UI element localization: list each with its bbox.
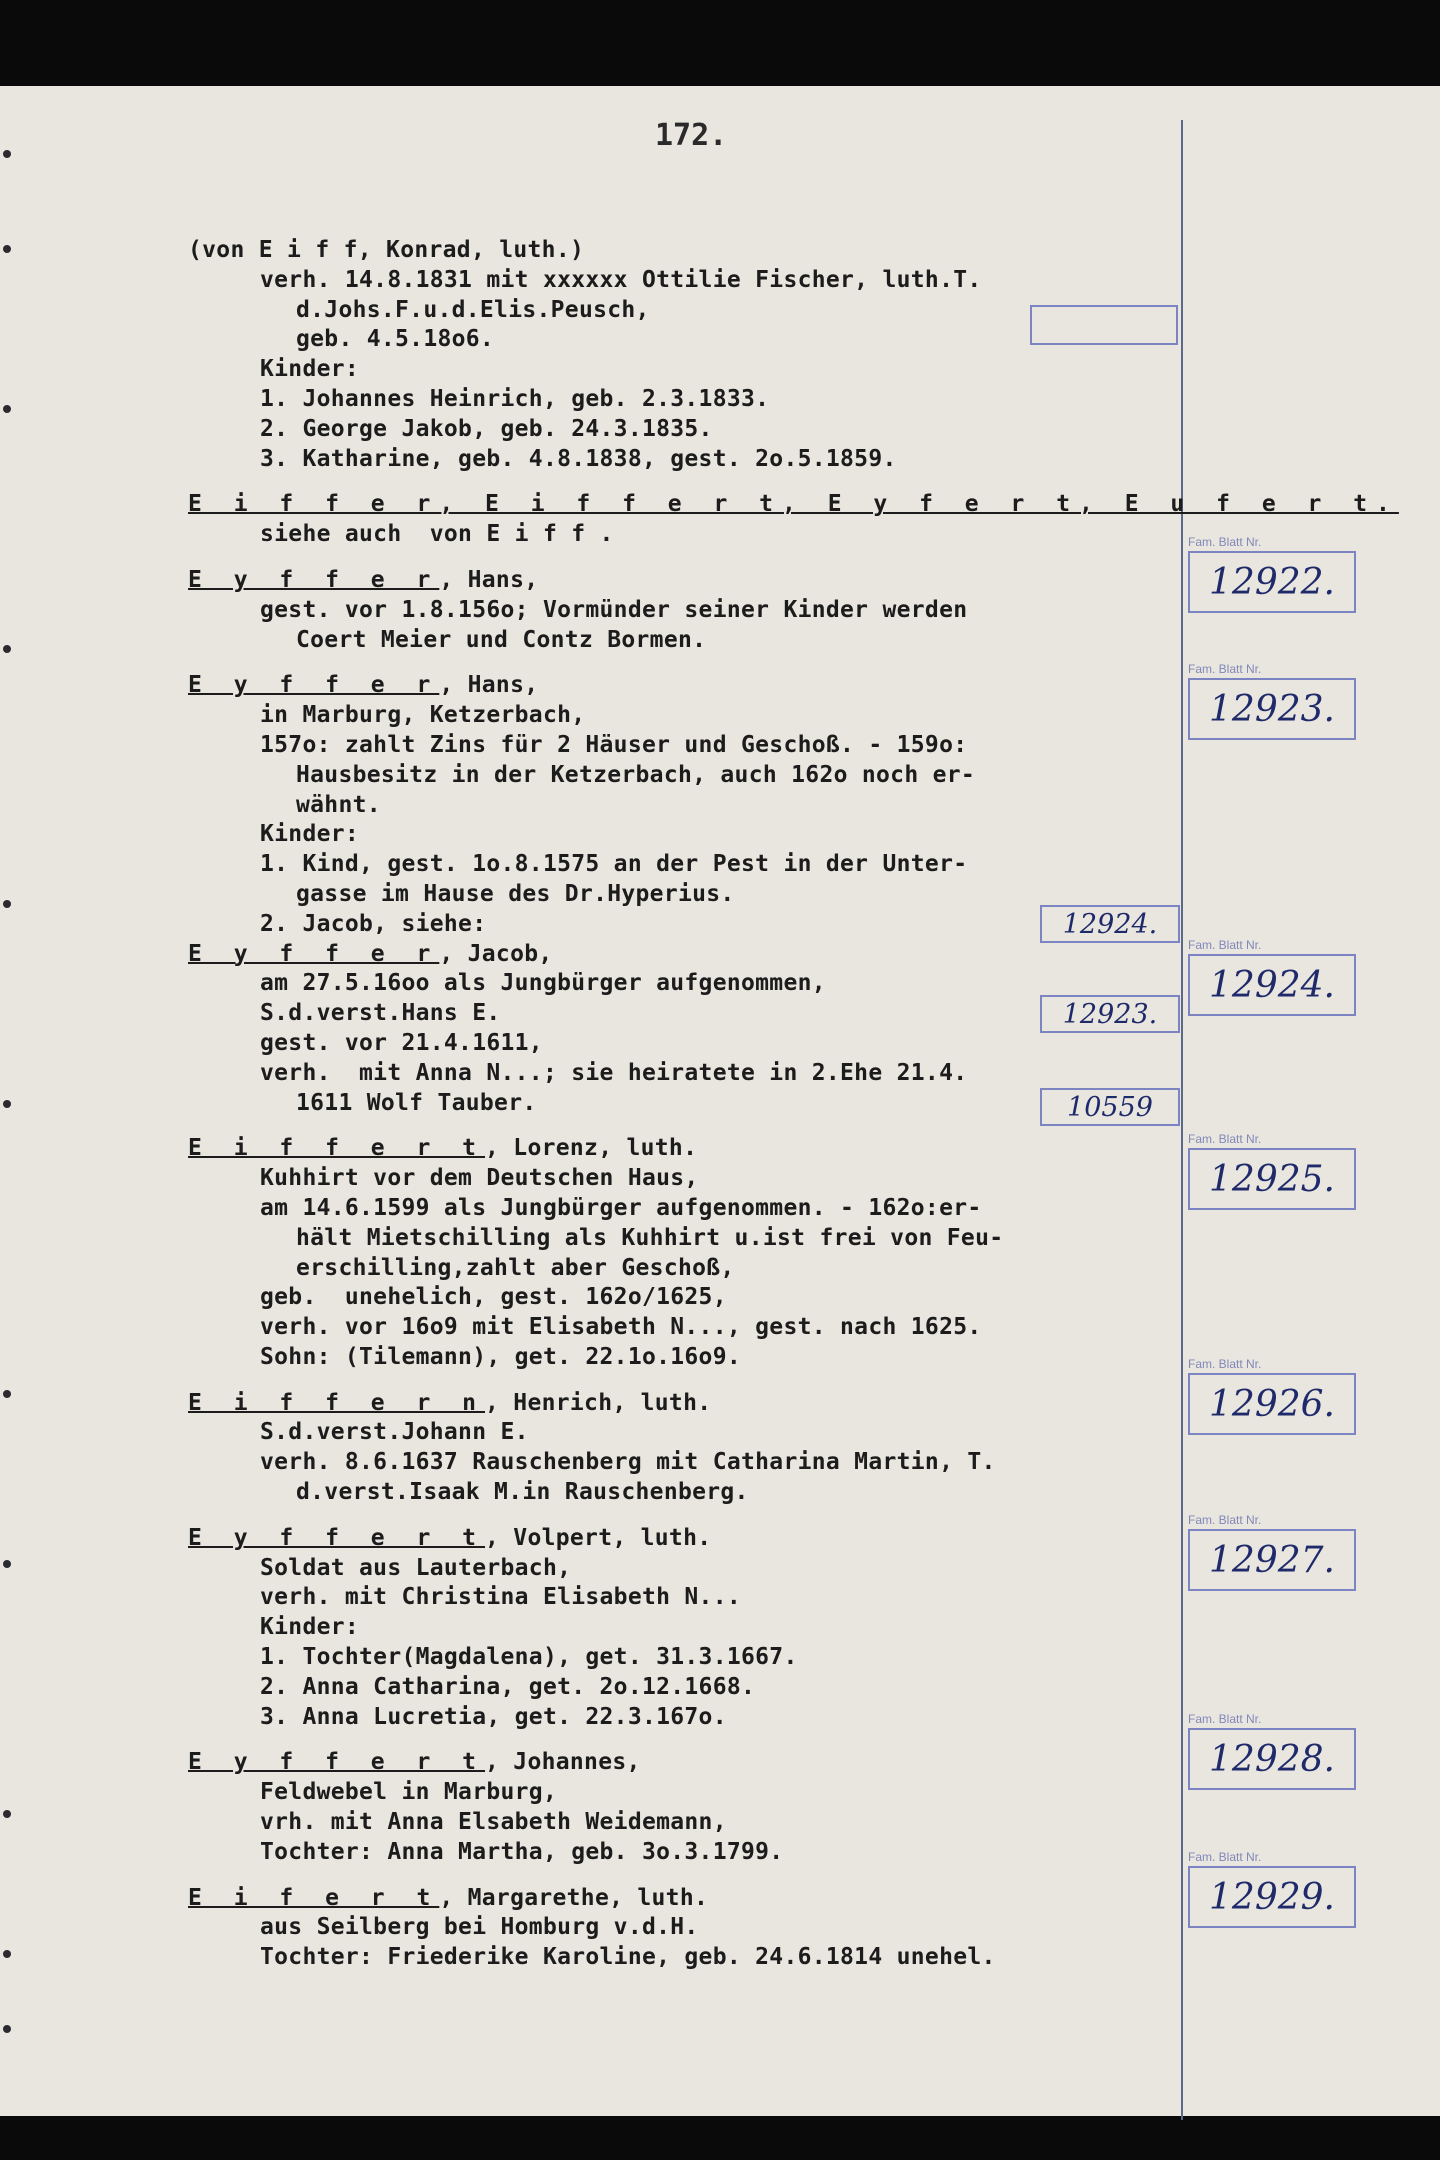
entry-line: Tochter: Anna Martha, geb. 3o.3.1799. (260, 1838, 784, 1865)
surname-heading: E y f f e r t (188, 1749, 486, 1776)
cross-reference-box: 12923. (1040, 995, 1180, 1033)
entry-line: Kuhhirt vor dem Deutschen Haus, (260, 1165, 699, 1192)
cross-reference-box: 12924. (1040, 905, 1180, 943)
family-sheet-stamp (1188, 1357, 1358, 1435)
family-sheet-number: 12923. (1188, 678, 1356, 740)
entry-line: siehe auch von E i f f . (260, 521, 614, 548)
punch-hole (3, 245, 11, 253)
stamp-label: Fam. Blatt Nr. (1188, 1357, 1262, 1371)
entry-line: verh. mit Christina Elisabeth N... (260, 1584, 742, 1611)
entry-line: S.d.verst.Johann E. (260, 1419, 529, 1446)
cross-reference-box: 10559 (1040, 1088, 1180, 1126)
family-sheet-stamp (1188, 535, 1358, 613)
punch-hole (3, 2025, 11, 2033)
stamp-label: Fam. Blatt Nr. (1188, 1850, 1262, 1864)
family-sheet-number: 12922. (1188, 551, 1356, 613)
entry-line: verh. 8.6.1637 Rauschenberg mit Catharina Martin, T. (260, 1449, 996, 1476)
entry-line: geb. 4.5.18o6. (296, 326, 495, 353)
punch-hole (3, 900, 11, 908)
entry-line: 1611 Wolf Tauber. (296, 1089, 537, 1116)
entry-line: erschilling,zahlt aber Geschoß, (296, 1254, 735, 1281)
entry-line: Kinder: (260, 356, 360, 383)
entry-line: S.d.verst.Hans E. (260, 1000, 501, 1027)
punch-hole (3, 1560, 11, 1568)
surname-heading: E i f f e r n (188, 1389, 486, 1416)
punch-hole (3, 1950, 11, 1958)
family-sheet-stamp (1188, 662, 1358, 740)
surname-heading: E y f f e r (188, 672, 440, 699)
entry-given-name: , Hans, (439, 672, 539, 699)
family-sheet-number: 12927. (1188, 1529, 1356, 1591)
entry-line: Coert Meier und Contz Bormen. (296, 626, 707, 653)
entry-line: Kinder: (260, 1614, 360, 1641)
entry-line: 1. Kind, gest. 1o.8.1575 an der Pest in der Unter- (260, 851, 968, 878)
entry-line: 1. Johannes Heinrich, geb. 2.3.1833. (260, 385, 770, 412)
family-sheet-stamp (1188, 1712, 1358, 1790)
surname-heading: E y f f e r (188, 566, 440, 593)
entry-line: gasse im Hause des Dr.Hyperius. (296, 880, 735, 907)
entry-line: Feldwebel in Marburg, (260, 1779, 558, 1806)
punch-hole (3, 1390, 11, 1398)
family-sheet-number: 12928. (1188, 1728, 1356, 1790)
entry-line: verh. vor 16o9 mit Elisabeth N..., gest. nach 1625. (260, 1314, 982, 1341)
stamp-label: Fam. Blatt Nr. (1188, 1132, 1262, 1146)
entry-line: vrh. mit Anna Elsabeth Weidemann, (260, 1809, 727, 1836)
entry-line: wähnt. (296, 791, 381, 818)
punch-hole (3, 645, 11, 653)
margin-rule (1181, 120, 1183, 2120)
entry-given-name: , Jacob, (439, 940, 553, 967)
entry-given-name: , Lorenz, luth. (485, 1135, 698, 1162)
entry-line: d.Johs.F.u.d.Elis.Peusch, (296, 296, 650, 323)
surname-heading: E i f f e r t (188, 1135, 486, 1162)
punch-hole (3, 405, 11, 413)
entry-line: 3. Katharine, geb. 4.8.1838, gest. 2o.5.1859. (260, 445, 897, 472)
entry-given-name: , Volpert, luth. (485, 1524, 712, 1551)
entry-line: verh. mit Anna N...; sie heiratete in 2.Ehe 21.4. (260, 1059, 968, 1086)
entry-line: aus Seilberg bei Homburg v.d.H. (260, 1914, 699, 1941)
entry-line: am 27.5.16oo als Jungbürger aufgenommen, (260, 970, 826, 997)
entry-line: 157o: zahlt Zins für 2 Häuser und Geschoß. - 159o: (260, 731, 968, 758)
stamp-label: Fam. Blatt Nr. (1188, 938, 1262, 952)
surname-heading: E i f f e r, E i f f e r t, E y f e r t, E u f e r t. (188, 491, 1399, 518)
entry-given-name: , Margarethe, luth. (439, 1884, 709, 1911)
family-sheet-number: 12925. (1188, 1148, 1356, 1210)
surname-heading: E i f e r t (188, 1884, 440, 1911)
page-number: 172. (655, 118, 728, 153)
entry-line: 1. Tochter(Magdalena), get. 31.3.1667. (260, 1644, 798, 1671)
entry-line: am 14.6.1599 als Jungbürger aufgenommen. - 162o:er- (260, 1194, 982, 1221)
family-sheet-number: 12926. (1188, 1373, 1356, 1435)
family-sheet-stamp (1188, 1132, 1358, 1210)
entry-given-name: , Johannes, (485, 1749, 641, 1776)
entry-line: gest. vor 21.4.1611, (260, 1029, 543, 1056)
family-sheet-number: 12924. (1188, 954, 1356, 1016)
punch-hole (3, 1100, 11, 1108)
entry-line: Soldat aus Lauterbach, (260, 1554, 572, 1581)
entry-line: gest. vor 1.8.156o; Vormünder seiner Kinder werden (260, 596, 968, 623)
entry-line: geb. unehelich, gest. 162o/1625, (260, 1284, 727, 1311)
punch-hole (3, 1810, 11, 1818)
entry-line: in Marburg, Ketzerbach, (260, 702, 586, 729)
entry-given-name: , Hans, (439, 566, 539, 593)
stamp-label: Fam. Blatt Nr. (1188, 662, 1262, 676)
entry-line: 2. George Jakob, geb. 24.3.1835. (260, 415, 713, 442)
entry-line: Kinder: (260, 821, 360, 848)
entry-line: (von E i f f, Konrad, luth.) (188, 237, 585, 263)
entry-line: Sohn: (Tilemann), get. 22.1o.16o9. (260, 1343, 742, 1370)
stamp-label: Fam. Blatt Nr. (1188, 535, 1262, 549)
entry-line: Tochter: Friederike Karoline, geb. 24.6.1814 unehel. (260, 1944, 996, 1971)
surname-heading: E y f f e r (188, 940, 440, 967)
bottom-border (0, 2116, 1440, 2160)
family-sheet-stamp (1188, 1513, 1358, 1591)
entry-line: 2. Jacob, siehe: (260, 910, 487, 937)
entry-line: 2. Anna Catharina, get. 2o.12.1668. (260, 1673, 756, 1700)
entry-given-name: , Henrich, luth. (485, 1389, 712, 1416)
entry-line: verh. 14.8.1831 mit xxxxxx Ottilie Fischer, luth.T. (260, 266, 982, 293)
entry-line: Hausbesitz in der Ketzerbach, auch 162o noch er- (296, 761, 976, 788)
stamp-label: Fam. Blatt Nr. (1188, 1513, 1262, 1527)
entry-line: hält Mietschilling als Kuhhirt u.ist frei von Feu- (296, 1224, 1004, 1251)
stamp-label: Fam. Blatt Nr. (1188, 1712, 1262, 1726)
family-sheet-stamp (1188, 1850, 1358, 1928)
surname-heading: E y f f e r t (188, 1524, 486, 1551)
family-sheet-stamp (1188, 938, 1358, 1016)
entry-line: 3. Anna Lucretia, get. 22.3.167o. (260, 1703, 727, 1730)
family-sheet-number: 12929. (1188, 1866, 1356, 1928)
entry-line: d.verst.Isaak M.in Rauschenberg. (296, 1479, 749, 1506)
punch-hole (3, 150, 11, 158)
